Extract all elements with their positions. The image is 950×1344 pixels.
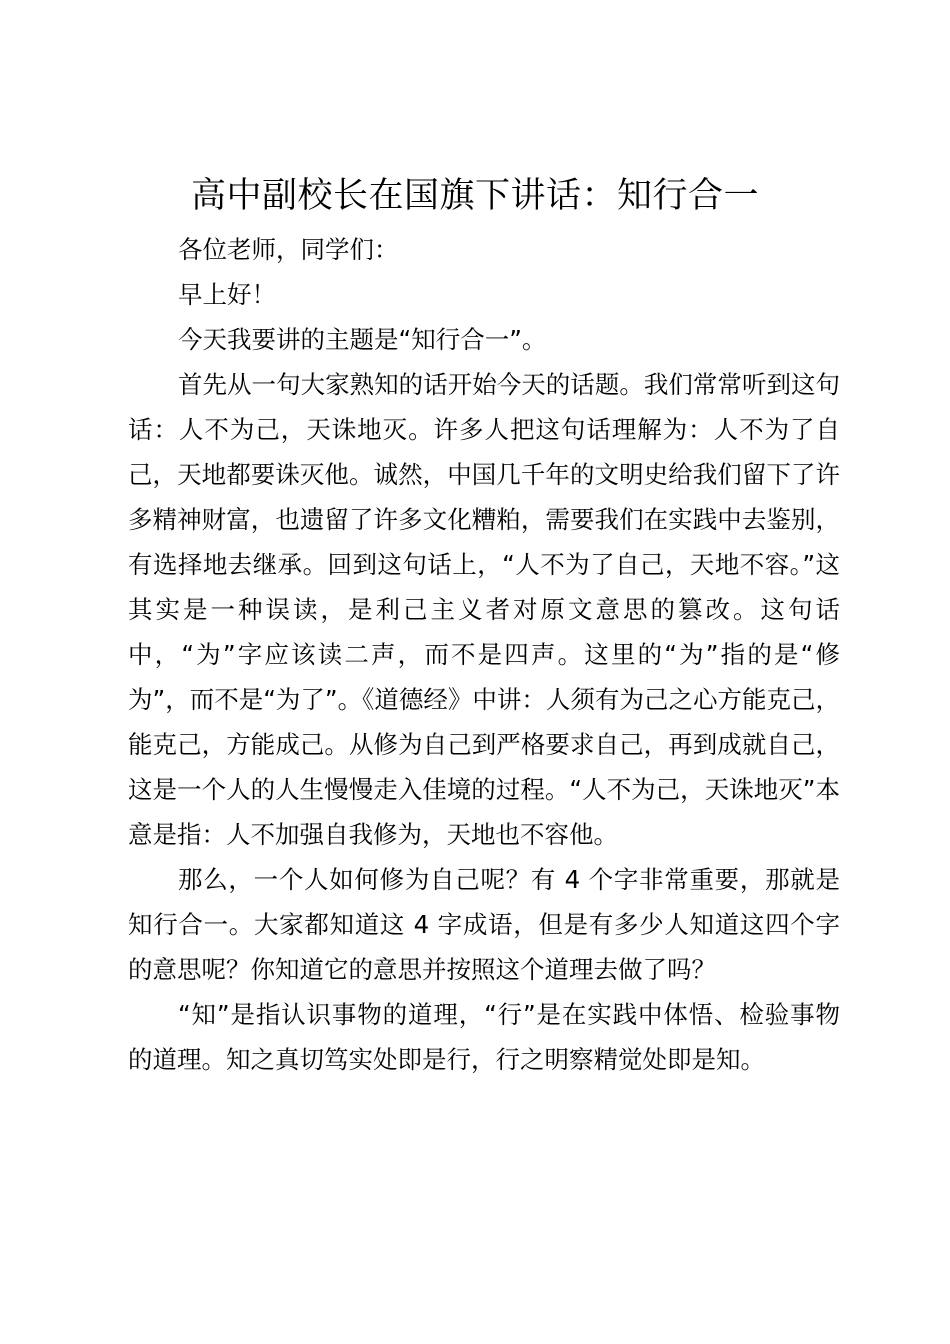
paragraph-how-to-cultivate: 那么，一个人如何修为自己呢？有 4 个字非常重要，那就是知行合一。大家都知道这 4 字成语，但是有多少人知道这四个字的意思呢？你知道它的意思并按照这个道理去做了吗？ — [128, 865, 840, 984]
paragraph-knowledge-action-definition: “知”是指认识事物的道理，“行”是在实践中体悟、检验事物的道理。知之真切笃实处即是行，行之明察精觉处即是知。 — [128, 1000, 840, 1074]
paragraph-topic: 今天我要讲的主题是“知行合一”。 — [178, 325, 547, 354]
document-body — [128, 227, 840, 1082]
paragraph-saying-explanation: 首先从一句大家熟知的话开始今天的话题。我们常常听到这句话：人不为己，天诛地灭。许多人把这句话理解为：人不为了自己，天地都要诛灭他。诚然，中国几千年的文明史给我们留下了许多精神财富，也遗留了许多文化糟粕，需要我们在实践中去鉴别，有选择地去继承。回到这句话上，“人不为了自己，天地不容。”这其实是一种误读，是利己主义者对原文意思的篡改。这句话中，“为”字应该读二声，而不是四声。这里的“为”指的是“修为”，而不是“为了”。《道德经》中讲：人须有为己之心方能克己，能克己，方能成己。从修为自己到严格要求自己，再到成就自己，这是一个人的人生慢慢走入佳境的过程。“人不为己，天诛地灭”本意是指：人不加强自我修为，天地也不容他。 — [128, 370, 840, 849]
paragraph-good-morning: 早上好！ — [178, 280, 276, 309]
document-title: 高中副校长在国旗下讲话：知行合一 — [190, 176, 759, 216]
paragraph-greeting: 各位老师，同学们： — [178, 235, 399, 264]
